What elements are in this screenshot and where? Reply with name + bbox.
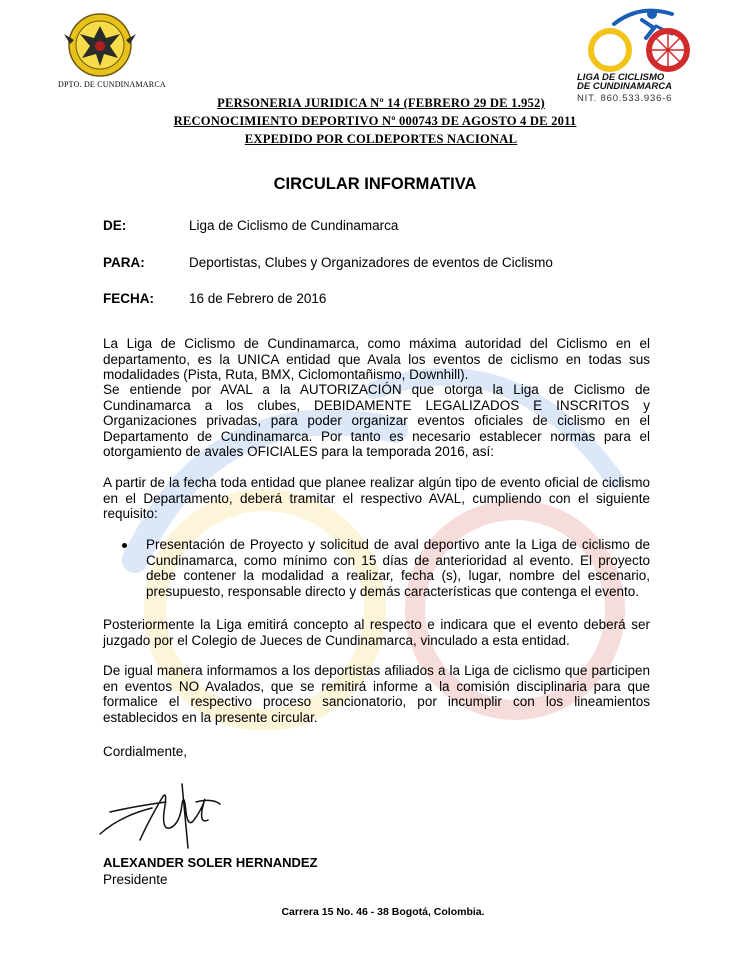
liga-ciclismo-logo <box>584 6 694 72</box>
signer-role: Presidente <box>103 872 168 887</box>
cundinamarca-seal-logo <box>60 10 144 80</box>
de-value: Liga de Ciclismo de Cundinamarca <box>189 218 399 233</box>
paragraph-2: Se entiende por AVAL a la AUTORIZACIÓN que otorga la Liga de Ciclismo de Cundinamarca a los clubes, DEBIDAMENTE LEGALIZADOS E INSCRITOS y Organizaciones privadas, para poder organizar eventos oficiales de ciclismo en el Departamento de Cundinamarca. Por tanto es necesario establecer normas para el otorgamiento de avales OFICIALES para la temporada 2016, así: <box>103 382 650 459</box>
left-logo-caption: DPTO. DE CUNDINAMARCA <box>58 80 166 89</box>
nit-number: NIT. 860.533.936-6 <box>577 93 673 104</box>
signer-name: ALEXANDER SOLER HERNANDEZ <box>103 855 318 870</box>
paragraph-1: La Liga de Ciclismo de Cundinamarca, como máxima autoridad del Ciclismo en el departamento, es la UNICA entidad que Avala los eventos de ciclismo en todas sus modalidades (Pista, Ruta, BMX, Ciclomontañismo, Downhill). <box>103 336 650 382</box>
legal-line-3: EXPEDIDO POR COLDEPORTES NACIONAL <box>244 132 518 146</box>
handwritten-signature <box>96 768 236 856</box>
paragraph-3: A partir de la fecha toda entidad que planee realizar algún tipo de evento oficial de ciclismo en el Departamento, deberá tramitar el respectivo AVAL, cumpliendo con el siguiente requisito: <box>103 475 650 521</box>
legal-line-1: PERSONERIA JURIDICA Nº 14 (FEBRERO 29 DE 1.952) <box>217 96 545 110</box>
bullet-icon <box>122 543 127 548</box>
para-value: Deportistas, Clubes y Organizadores de eventos de Ciclismo <box>189 255 553 270</box>
footer-address: Carrera 15 No. 46 - 38 Bogotá, Colombia. <box>281 906 485 918</box>
legal-line-2: RECONOCIMIENTO DEPORTIVO Nº 000743 DE AGOSTO 4 DE 2011 <box>173 114 577 128</box>
fecha-label: FECHA: <box>103 291 154 306</box>
page-title: CIRCULAR INFORMATIVA <box>273 175 477 193</box>
de-label: DE: <box>103 218 127 233</box>
paragraph-5: De igual manera informamos a los deportistas afiliados a la Liga de ciclismo que participen en eventos NO Avalados, que se remitirá informe a la comisión disciplinaria para que formalice el respectivo proceso sancionatorio, por incumplir con los lineamientos establecidos en la presente circular. <box>103 663 650 725</box>
closing: Cordialmente, <box>103 744 188 759</box>
requirement-item: Presentación de Proyecto y solicitud de aval deportivo ante la Liga de ciclismo de Cundinamarca, como mínimo con 15 días de anterioridad al evento. El proyecto debe contener la modalidad a realizar, fecha (s), lugar, nombre del escenario, presupuesto, responsable directo y demás características que contenga el evento. <box>146 537 650 599</box>
para-label: PARA: <box>103 255 145 270</box>
paragraph-4: Posteriormente la Liga emitirá concepto al respecto e indicara que el evento deberá ser juzgado por el Colegio de Jueces de Cundinamarca, vinculado a esta entidad. <box>103 617 650 648</box>
liga-name: LIGA DE CICLISMO DE CUNDINAMARCA <box>577 72 672 92</box>
fecha-value: 16 de Febrero de 2016 <box>189 291 327 306</box>
